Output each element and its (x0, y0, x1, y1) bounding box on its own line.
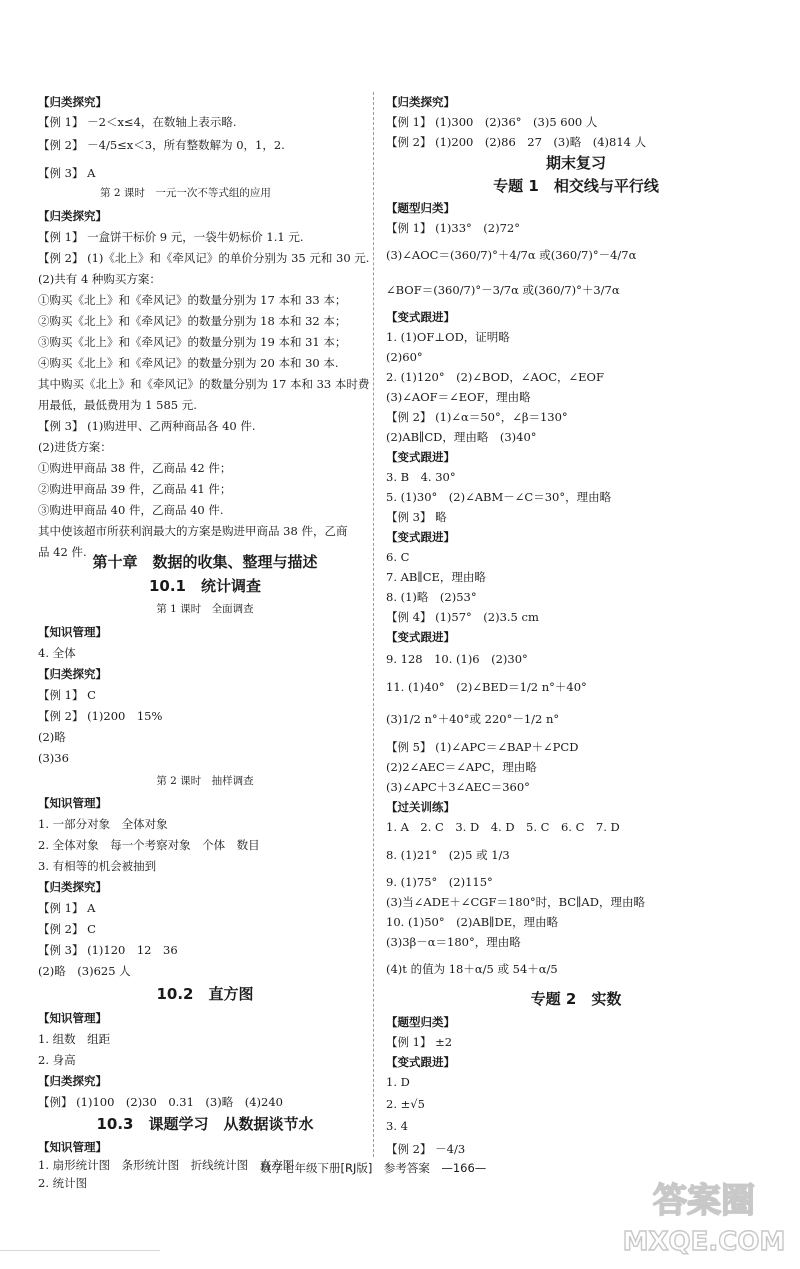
example-2: 【例 2】 (1)200 (2)86 27 (3)略 (4)814 人 (386, 135, 647, 149)
example-3: 【例 3】 A (38, 166, 96, 180)
answer-line: (3)当∠ADE＋∠CGF＝180°时，BC∥AD，理由略 (386, 895, 645, 909)
lesson-title: 第 1 课时 全面调查 (156, 603, 254, 615)
heading-guilei: 【归类探究】 (38, 95, 107, 109)
heading-bianshi: 【变式跟进】 (386, 310, 455, 324)
answer-line: 2. 统计图 (38, 1176, 88, 1190)
section-title: 专题 2 实数 (530, 990, 622, 1008)
example-2: 【例 2】 C (38, 922, 96, 936)
answer-line: 其中购买《北上》和《牵风记》的数量分别为 17 本和 33 本时费 (38, 377, 370, 391)
answer-line: ③购进甲商品 40 件，乙商品 40 件. (38, 503, 224, 517)
example-1: 【例 1】 A (38, 901, 96, 915)
chapter-title: 期末复习 (545, 154, 606, 172)
answer-line: 3. 4 (386, 1119, 408, 1133)
example-3: 【例 3】 略 (386, 510, 447, 524)
chapter-title: 第十章 数据的收集、整理与描述 (92, 553, 318, 571)
watermark-text-cn: 答案圈 (653, 1181, 755, 1221)
answer-line: 7. AB∥CE，理由略 (386, 570, 486, 584)
answer-line: 8. (1)略 (2)53° (386, 590, 477, 604)
heading-bianshi: 【变式跟进】 (386, 530, 455, 544)
heading-zhishi: 【知识管理】 (38, 796, 107, 810)
answer-line: 其中使该超市所获利润最大的方案是购进甲商品 38 件，乙商 (38, 524, 348, 538)
answer-line: 品 42 件. (38, 545, 87, 559)
heading-zhishi: 【知识管理】 (38, 1011, 107, 1025)
answer-line: 1. (1)OF⊥OD，证明略 (386, 330, 510, 344)
example-2: 【例 2】 (1)200 15% (38, 709, 163, 723)
answer-line: 10. (1)50° (2)AB∥DE，理由略 (386, 915, 559, 929)
example-1: 【例 1】 (1)300 (2)36° (3)5 600 人 (386, 115, 598, 129)
example-1: 【例 1】 一盒饼干标价 9 元，一袋牛奶标价 1.1 元. (38, 230, 304, 244)
answer-line: (2)60° (386, 350, 423, 364)
lesson-title: 第 2 课时 一元一次不等式组的应用 (100, 187, 271, 199)
answer-line: 1. D (386, 1075, 410, 1089)
example-1: 【例 1】 (1)33° (2)72° (386, 221, 520, 235)
heading-bianshi: 【变式跟进】 (386, 450, 455, 464)
example-4: 【例 4】 (1)57° (2)3.5 cm (386, 610, 539, 624)
answer-line: (3)∠AOF＝∠EOF，理由略 (386, 390, 531, 404)
heading-tixing: 【题型归类】 (386, 1015, 455, 1029)
answer-line: ①购进甲商品 38 件，乙商品 42 件； (38, 461, 232, 475)
example-1: 【例 1】 －2＜x≤4，在数轴上表示略. (38, 115, 237, 129)
example-2: 【例 2】 (1)《北上》和《牵风记》的单价分别为 35 元和 30 元. (38, 251, 370, 265)
answer-line: 2. ±√5 (386, 1097, 425, 1111)
answer-line: 9. 128 10. (1)6 (2)30° (386, 652, 528, 666)
example: 【例】 (1)100 (2)30 0.31 (3)略 (4)240 (38, 1095, 283, 1109)
answer-line: (3)∠AOC＝(360/7)°＋4/7α 或(360/7)°－4/7α (386, 248, 637, 262)
watermark-text-en: MXQE.COM (622, 1227, 786, 1257)
heading-guoguan: 【过关训练】 (386, 800, 455, 814)
right-column (374, 0, 794, 1160)
heading-guilei: 【归类探究】 (38, 667, 107, 681)
example-2: 【例 2】 －4/5≤x＜3，所有整数解为 0，1，2. (38, 138, 285, 152)
bottom-divider (0, 1250, 160, 1251)
answer-line: ②购买《北上》和《牵风记》的数量分别为 18 本和 32 本； (38, 314, 347, 328)
answer-line: (3)1/2 n°＋40°或 220°－1/2 n° (386, 712, 560, 726)
answer-line: 3. B 4. 30° (386, 470, 456, 484)
section-title: 10.1 统计调查 (148, 577, 261, 595)
answer-line: 9. (1)75° (2)115° (386, 875, 493, 889)
answer-line: ∠BOF＝(360/7)°－3/7α 或(360/7)°＋3/7α (386, 283, 620, 297)
answer-line: 2. 身高 (38, 1053, 76, 1067)
heading-guilei: 【归类探究】 (38, 209, 107, 223)
lesson-title: 第 2 课时 抽样调查 (156, 775, 254, 787)
answer-line: (2)进货方案： (38, 440, 112, 454)
left-column (0, 0, 372, 1190)
section-title: 10.3 课题学习 从数据谈节水 (96, 1115, 314, 1133)
answer-line: 1. 组数 组距 (38, 1032, 111, 1046)
heading-bianshi: 【变式跟进】 (386, 630, 455, 644)
answer-line: (2)共有 4 种购买方案： (38, 272, 161, 286)
heading-guilei: 【归类探究】 (38, 880, 107, 894)
answer-line: (3)∠APC＋3∠AEC＝360° (386, 780, 530, 794)
section-title: 10.2 直方图 (156, 985, 254, 1003)
answer-line: 2. 全体对象 每一个考察对象 个体 数目 (38, 838, 260, 852)
example-1: 【例 1】 ±2 (386, 1035, 453, 1049)
answer-line: (2)略 (3)625 人 (38, 964, 131, 978)
answer-line: (3)3β－α＝180°，理由略 (386, 935, 521, 949)
page-footer: 数学七年级下册[RJ版] 参考答案 —166— (260, 1161, 487, 1175)
answer-line: 用最低，最低费用为 1 585 元. (38, 398, 197, 412)
answer-line: (2)略 (38, 730, 66, 744)
answer-line: ③购买《北上》和《牵风记》的数量分别为 19 本和 31 本； (38, 335, 347, 349)
answer-line: 11. (1)40° (2)∠BED＝1/2 n°＋40° (386, 680, 587, 694)
example-1: 【例 1】 C (38, 688, 96, 702)
answer-line: 6. C (386, 550, 410, 564)
example-2: 【例 2】 －4/3 (386, 1142, 466, 1156)
answer-line: ①购买《北上》和《牵风记》的数量分别为 17 本和 33 本； (38, 293, 347, 307)
heading-tixing: 【题型归类】 (386, 201, 455, 215)
answer-line: 4. 全体 (38, 646, 76, 660)
answer-line: 3. 有相等的机会被抽到 (38, 859, 157, 873)
example-3: 【例 3】 (1)购进甲、乙两种商品各 40 件. (38, 419, 256, 433)
example-5: 【例 5】 (1)∠APC＝∠BAP＋∠PCD (386, 740, 579, 754)
answer-line: ②购进甲商品 39 件，乙商品 41 件； (38, 482, 232, 496)
heading-guilei: 【归类探究】 (386, 95, 455, 109)
answer-line: (4)t 的值为 18＋α/5 或 54＋α/5 (386, 962, 558, 976)
answer-line: 5. (1)30° (2)∠ABM－∠C＝30°，理由略 (386, 490, 612, 504)
heading-bianshi: 【变式跟进】 (386, 1055, 455, 1069)
answer-line: 1. A 2. C 3. D 4. D 5. C 6. C 7. D (386, 820, 620, 834)
example-2: 【例 2】 (1)∠α＝50°，∠β＝130° (386, 410, 568, 424)
watermark-logo (618, 1172, 790, 1258)
answer-line: 1. 一部分对象 全体对象 (38, 817, 168, 831)
answer-line: 1. 扇形统计图 条形统计图 折线统计图 直方图 (38, 1158, 295, 1172)
heading-zhishi: 【知识管理】 (38, 1140, 107, 1154)
section-title: 专题 1 相交线与平行线 (493, 177, 659, 195)
answer-line: (2)AB∥CD，理由略 (3)40° (386, 430, 537, 444)
answer-line: (3)36 (38, 751, 69, 765)
answer-line: 2. (1)120° (2)∠BOD，∠AOC，∠EOF (386, 370, 604, 384)
heading-guilei: 【归类探究】 (38, 1074, 107, 1088)
answer-line: ④购买《北上》和《牵风记》的数量分别为 20 本和 30 本. (38, 356, 339, 370)
heading-zhishi: 【知识管理】 (38, 625, 107, 639)
example-3: 【例 3】 (1)120 12 36 (38, 943, 178, 957)
answer-line: (2)2∠AEC＝∠APC，理由略 (386, 760, 537, 774)
answer-line: 8. (1)21° (2)5 或 1/3 (386, 848, 510, 862)
